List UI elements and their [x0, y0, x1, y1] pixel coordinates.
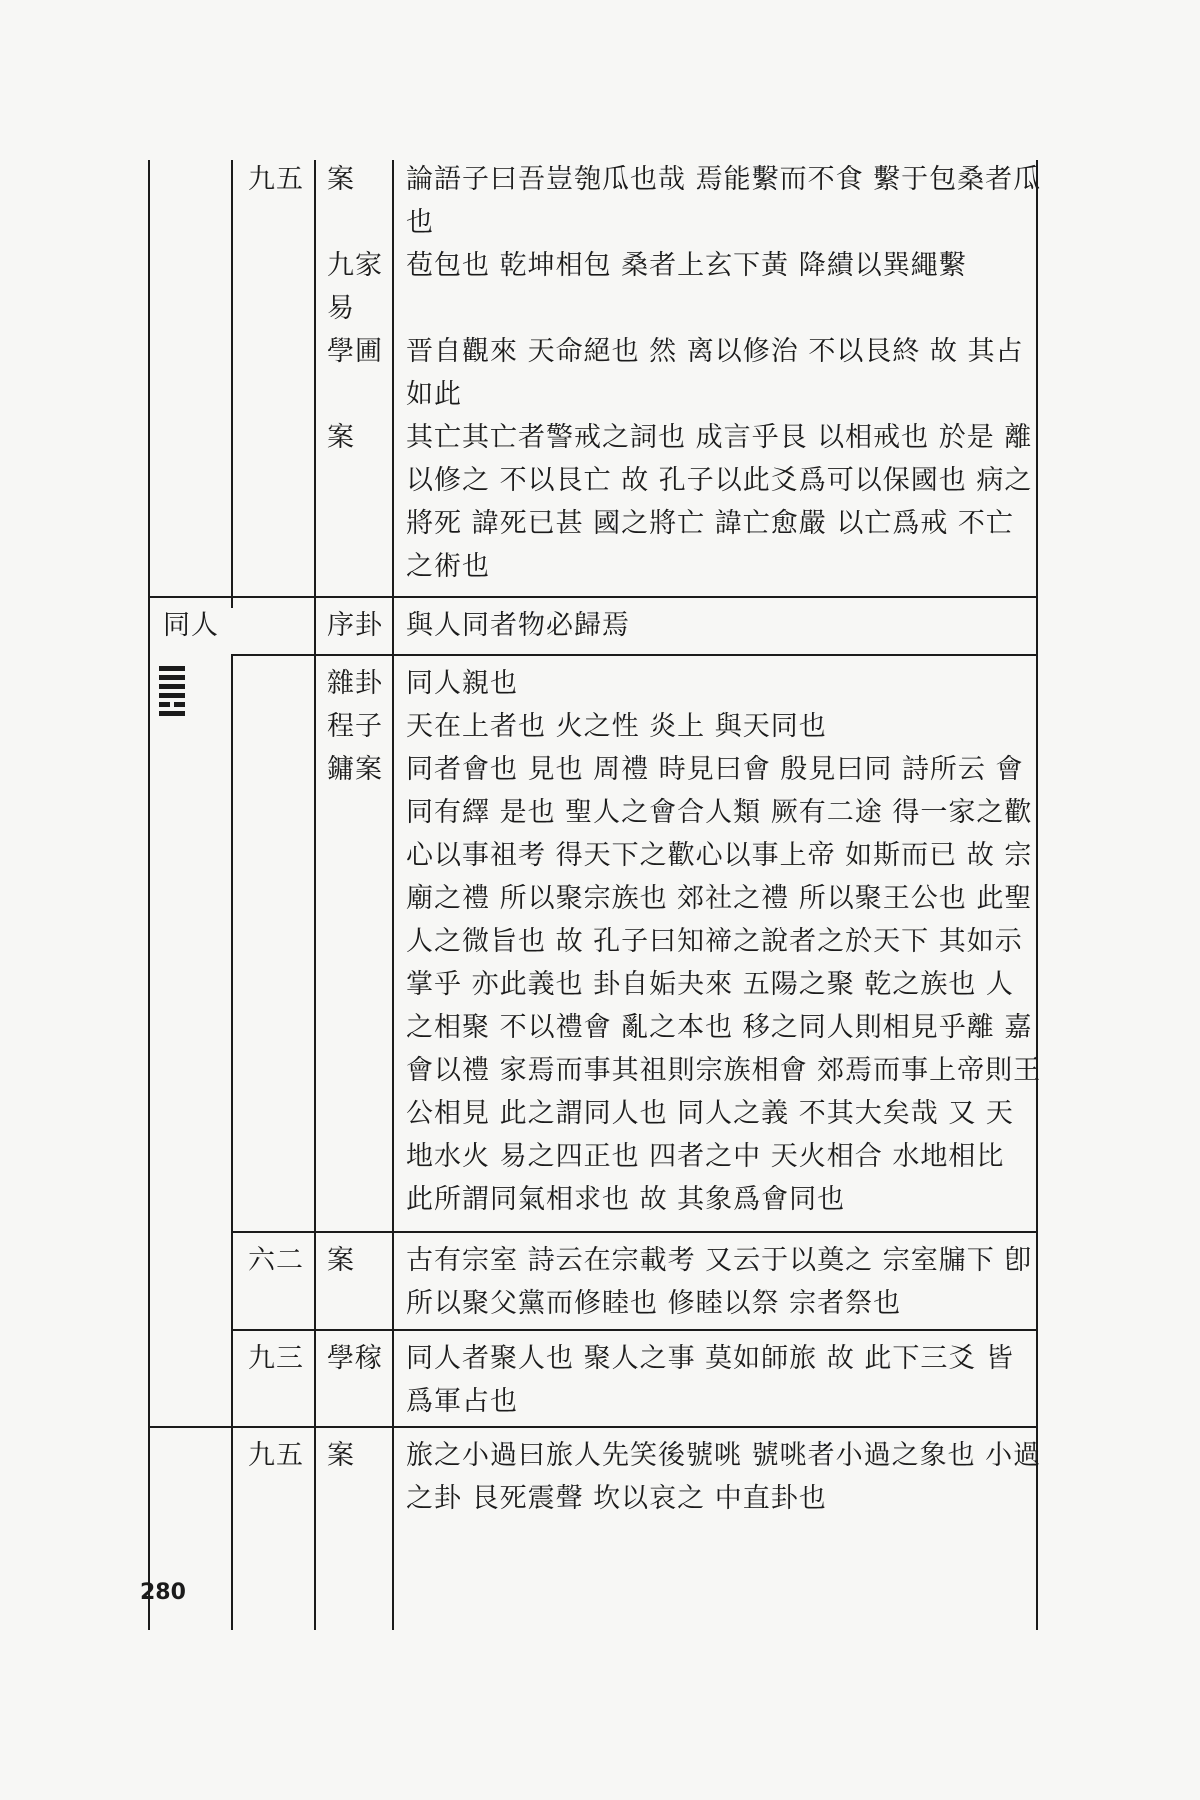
- commentary-line: 其亡其亡者警戒之詞也 成言乎艮 以相戒也 於是 離: [406, 422, 1033, 453]
- commentary-line: 人之微旨也 故 孔子曰知禘之說者之於天下 其如示: [406, 926, 1023, 957]
- commentary-line: 如此: [406, 379, 462, 410]
- source-label: 序卦: [327, 610, 383, 641]
- source-label: 學圃: [327, 336, 383, 367]
- commentary-line: 廟之禮 所以聚宗族也 郊社之禮 所以聚王公也 此聖: [406, 883, 1033, 914]
- line-label: 九五: [248, 1440, 304, 1471]
- table-left-border: [148, 160, 150, 1630]
- commentary-line: 古有宗室 詩云在宗載考 又云于以奠之 宗室牖下 卽: [406, 1245, 1033, 1276]
- commentary-line: 也: [406, 207, 434, 238]
- commentary-line: 論語子曰吾豈匏瓜也哉 焉能繫而不食 繫于包桑者瓜: [406, 164, 1042, 195]
- row-divider: [148, 1426, 1038, 1428]
- commentary-line: 以修之 不以艮亡 故 孔子以此爻爲可以保國也 病之: [406, 465, 1033, 496]
- line-label: 六二: [248, 1245, 304, 1276]
- commentary-line: 同人親也: [406, 668, 518, 699]
- commentary-line: 掌乎 亦此義也 卦自姤夬來 五陽之聚 乾之族也 人: [406, 969, 1014, 1000]
- commentary-line: 與人同者物必歸焉: [406, 610, 630, 641]
- table-right-border: [1036, 160, 1038, 1630]
- source-label: 案: [327, 164, 355, 195]
- hexagram-name: 同人: [163, 610, 219, 641]
- commentary-line: 之相聚 不以禮會 亂之本也 移之同人則相見乎離 嘉: [406, 1012, 1033, 1043]
- row-divider: [148, 596, 1038, 598]
- line-label: 九五: [248, 164, 304, 195]
- source-label: 雜卦: [327, 668, 383, 699]
- commentary-line: 苞包也 乾坤相包 桑者上玄下黃 降繢以巽繩繫: [406, 250, 967, 281]
- source-label: 案: [327, 422, 355, 453]
- line-label: 九三: [248, 1343, 304, 1374]
- commentary-line: 公相見 此之謂同人也 同人之義 不其大矣哉 又 天: [406, 1098, 1014, 1129]
- col2-divider: [231, 160, 233, 608]
- commentary-line: 之術也: [406, 551, 490, 582]
- source-label: 學稼: [327, 1343, 383, 1374]
- row-divider: [231, 654, 1038, 656]
- commentary-line: 旅之小過曰旅人先笑後號咷 號咷者小過之象也 小過: [406, 1440, 1042, 1471]
- page-number: 280: [140, 1580, 186, 1605]
- row-divider: [231, 1231, 1038, 1233]
- source-label: 案: [327, 1440, 355, 1471]
- commentary-line: 爲軍占也: [406, 1386, 518, 1417]
- hexagram-tongren-icon: [159, 666, 185, 720]
- col3-divider: [314, 160, 316, 1630]
- commentary-line: 所以聚父黨而修睦也 修睦以祭 宗者祭也: [406, 1288, 902, 1319]
- source-label: 程子: [327, 711, 383, 742]
- commentary-line: 地水火 易之四正也 四者之中 天火相合 水地相比: [406, 1141, 1005, 1172]
- commentary-line: 此所謂同氣相求也 故 其象爲會同也: [406, 1184, 846, 1215]
- commentary-line: 之卦 艮死震聲 坎以哀之 中直卦也: [406, 1483, 827, 1514]
- col4-divider: [392, 160, 394, 1630]
- source-label: 鏞案: [327, 754, 383, 785]
- commentary-line: 心以事祖考 得天下之歡心以事上帝 如斯而已 故 宗: [406, 840, 1033, 871]
- row-divider: [231, 1329, 1038, 1331]
- commentary-line: 同人者聚人也 聚人之事 莫如師旅 故 此下三爻 皆: [406, 1343, 1014, 1374]
- source-label: 案: [327, 1245, 355, 1276]
- col2-divider: [231, 655, 233, 1630]
- source-label: 九家: [327, 250, 383, 281]
- commentary-line: 同者會也 見也 周禮 時見曰會 殷見曰同 詩所云 會: [406, 754, 1024, 785]
- source-label: 易: [327, 293, 355, 324]
- commentary-line: 天在上者也 火之性 炎上 與天同也: [406, 711, 827, 742]
- commentary-line: 會以禮 家焉而事其祖則宗族相會 郊焉而事上帝則王: [406, 1055, 1042, 1086]
- commentary-line: 晋自觀來 天命絕也 然 离以修治 不以艮終 故 其占: [406, 336, 1024, 367]
- commentary-line: 將死 諱死已甚 國之將亡 諱亡愈嚴 以亡爲戒 不亡: [406, 508, 1014, 539]
- commentary-line: 同有繹 是也 聖人之會合人類 厥有二途 得一家之歡: [406, 797, 1033, 828]
